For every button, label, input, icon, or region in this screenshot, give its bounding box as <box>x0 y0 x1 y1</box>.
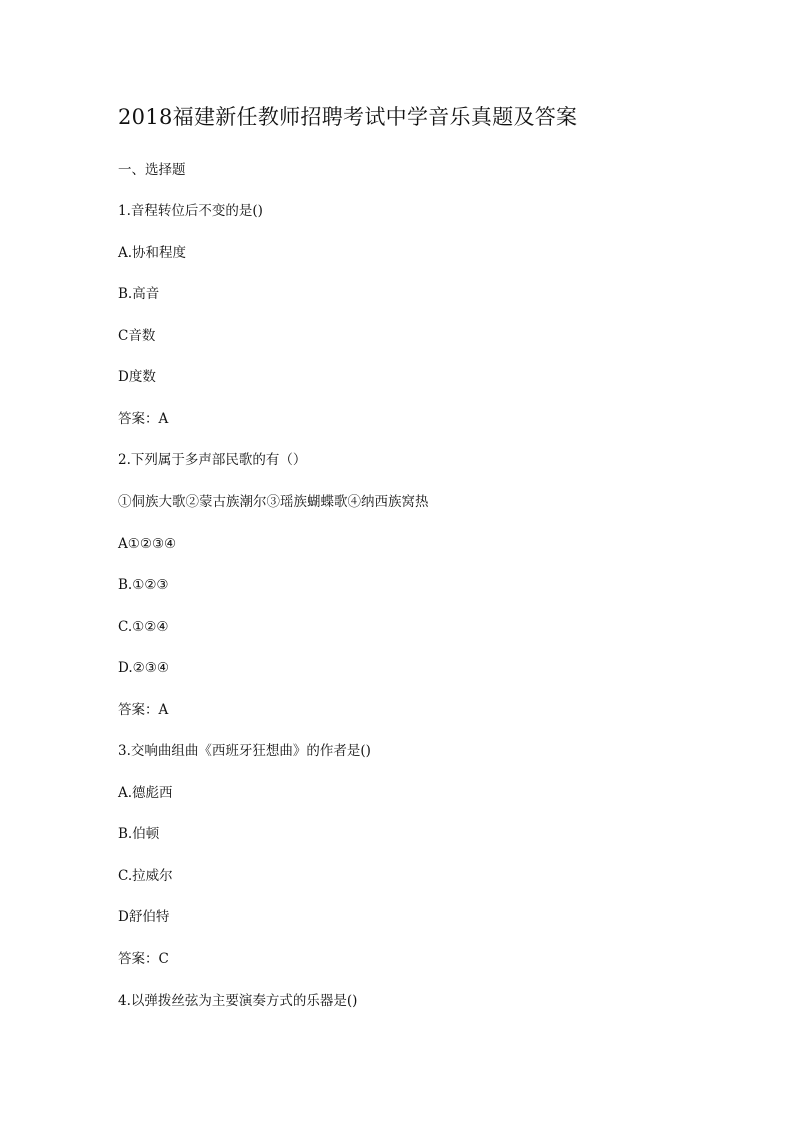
question-3-option-b: B.伯顿 <box>118 826 160 842</box>
question-2-stem: 2.下列属于多声部民歌的有（） <box>118 452 307 468</box>
question-3-option-c: C.拉威尔 <box>118 868 173 884</box>
question-1-option-b: B.高音 <box>118 286 160 302</box>
question-1-option-c: C音数 <box>118 328 156 344</box>
question-1-stem: 1.音程转位后不变的是() <box>118 203 263 219</box>
section-heading: 一、选择题 <box>118 162 186 178</box>
question-2-items: ①侗族大歌②蒙古族潮尔③瑶族蝴蝶歌④纳西族窝热 <box>118 494 429 510</box>
question-3-option-a: A.德彪西 <box>118 785 173 801</box>
question-2-option-d: D.②③④ <box>118 660 169 676</box>
question-2-answer: 答案：A <box>118 702 169 718</box>
question-3-stem: 3.交响曲组曲《西班牙狂想曲》的作者是() <box>118 743 371 759</box>
question-2-option-c: C.①②④ <box>118 619 169 635</box>
question-3-answer: 答案：C <box>118 951 169 967</box>
question-1-option-a: A.协和程度 <box>118 245 187 261</box>
question-1-option-d: D度数 <box>118 369 156 385</box>
document-title: 2018福建新任教师招聘考试中学音乐真题及答案 <box>118 105 578 129</box>
question-3-option-d: D舒伯特 <box>118 909 170 925</box>
question-1-answer: 答案：A <box>118 411 169 427</box>
question-4-stem: 4.以弹拨丝弦为主要演奏方式的乐器是() <box>118 993 358 1009</box>
question-2-option-a: A①②③④ <box>118 536 177 552</box>
question-2-option-b: B.①②③ <box>118 577 169 593</box>
